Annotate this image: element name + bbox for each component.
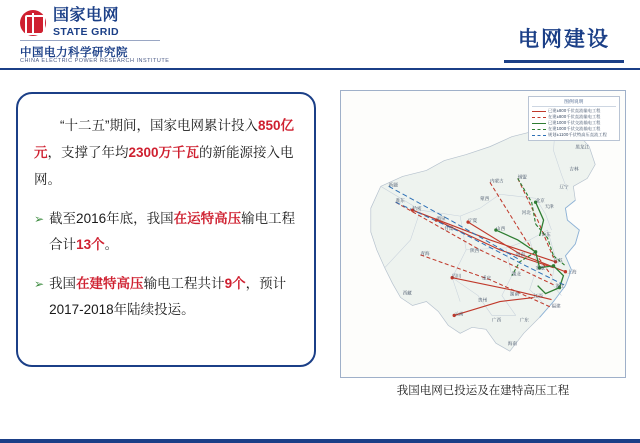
- map-place-label: 北京: [535, 199, 545, 205]
- arrow-bullet-icon: ➢: [34, 277, 45, 291]
- footer-accent-bar: [0, 439, 640, 443]
- map-place-label: 山东: [541, 232, 551, 238]
- legend-line-swatch: [532, 111, 546, 112]
- text-callout-card: [16, 92, 316, 367]
- map-place-label: 甘肃: [444, 227, 454, 233]
- bullet1-highlight-2: 13个: [76, 237, 105, 252]
- brand-logo-text: [53, 8, 119, 38]
- intro-highlight-1: 850亿元: [34, 118, 295, 160]
- map-place-label: 锡盟: [517, 175, 527, 181]
- map-place-label: 山西: [495, 227, 506, 233]
- map-place-label: 河南: [515, 252, 525, 258]
- legend-line-swatch: [532, 117, 546, 118]
- map-place-label: 辽宁: [559, 185, 569, 191]
- institute-name-cn: 中国电力科学研究院: [20, 47, 128, 59]
- list-item: [34, 206, 300, 258]
- map-place-label: 准东: [395, 199, 405, 205]
- map-place-label: 贵州: [478, 298, 488, 304]
- bullet2-highlight-2: 9个: [224, 276, 246, 291]
- map-place-label: 湖南: [509, 292, 519, 298]
- bullet1-seg-2: 输电工程合计: [49, 211, 296, 252]
- map-place-label: 福建: [551, 304, 561, 310]
- legend-item-label: 在建1000千伏交流输电工程: [548, 126, 601, 131]
- map-place-label: 陕西: [470, 248, 480, 254]
- map-place-label: 湖北: [511, 272, 521, 278]
- institute-name-en: CHINA ELECTRIC POWER RESEARCH INSTITUTE: [20, 58, 170, 64]
- legend-line-swatch: [532, 123, 546, 124]
- slide-header: [0, 0, 640, 68]
- map-place-label: 四川: [452, 274, 462, 280]
- map-place-label: 重庆: [482, 276, 492, 282]
- map-legend-title: 图例说明: [532, 99, 616, 107]
- map-place-label: 青海: [420, 251, 430, 257]
- map-place-label: 江苏: [553, 258, 563, 264]
- arrow-bullet-icon: ➢: [34, 212, 45, 226]
- map-place-label: 江西: [533, 294, 543, 300]
- china-grid-map: [340, 90, 626, 378]
- map-place-label: 哈密: [412, 207, 422, 213]
- intro-seg-3: 的新能源接入电网。: [34, 145, 294, 187]
- map-place-label: 内蒙古: [489, 179, 504, 185]
- legend-item-label: 已建1000千伏交流输电工程: [548, 120, 601, 125]
- bullet2-seg-2: 输电工程共计: [143, 276, 225, 291]
- intro-seg-1: “十二五”期间，国家电网累计投入: [60, 118, 258, 133]
- page-title-label: 电网建设: [518, 28, 610, 51]
- brand-name-en: STATE GRID: [53, 26, 120, 38]
- slide-body: [0, 70, 640, 443]
- legend-item-label: 规划±1100千伏特高压直流工程: [548, 132, 607, 137]
- bullet1-highlight-1: 在运特高压: [173, 211, 242, 226]
- bullet2-seg-1: 我国: [49, 276, 77, 291]
- map-place-label: 吉林: [569, 167, 579, 173]
- intro-seg-2: ，支撑了年均: [47, 145, 129, 160]
- map-legend-rows: [532, 108, 616, 138]
- map-place-label: 宁夏: [468, 219, 478, 225]
- bullet-text-2: [49, 271, 300, 323]
- map-place-label: 新疆: [388, 183, 398, 189]
- bullet2-seg-3: ，预计2017-2018年陆续投运。: [49, 276, 287, 317]
- map-place-label: 蒙西: [480, 197, 490, 203]
- map-legend: [528, 96, 620, 141]
- map-place-label: 云南: [454, 312, 464, 318]
- map-place-label: 海南: [507, 342, 517, 348]
- map-place-label: 上海: [567, 270, 577, 276]
- map-place-label: 河北: [521, 211, 531, 217]
- intro-paragraph: [34, 112, 300, 193]
- bullet-text-1: [49, 206, 300, 258]
- map-place-label: 安徽: [535, 266, 545, 272]
- map-place-label: 西藏: [402, 291, 412, 297]
- figure-caption: 我国电网已投运及在建特高压工程: [396, 385, 570, 397]
- map-place-label: 浙江: [555, 284, 565, 290]
- map-legend-item: [532, 132, 616, 138]
- brand-name-cn: 国家电网: [53, 7, 120, 24]
- map-place-label: 酒泉: [436, 217, 446, 223]
- intro-highlight-2: 2300万千瓦: [128, 145, 200, 160]
- header-divider-line: [20, 40, 160, 41]
- state-grid-logo-icon: [20, 10, 46, 36]
- map-place-label: 广东: [519, 318, 529, 324]
- map-place-label: 广西: [491, 318, 502, 324]
- brand-logo: [20, 8, 119, 38]
- legend-line-swatch: [532, 135, 546, 136]
- legend-item-label: 已建±800千伏直流输电工程: [548, 108, 601, 113]
- legend-item-label: 在建±800千伏直流输电工程: [548, 114, 601, 119]
- bullet2-highlight-1: 在建特高压: [76, 276, 144, 291]
- legend-line-swatch: [532, 129, 546, 130]
- bullet1-seg-3: 。: [104, 237, 119, 252]
- map-place-label: 天津: [544, 205, 554, 211]
- bullet1-seg-1: 截至2016年底，我国: [49, 211, 174, 226]
- page-title: [504, 18, 624, 63]
- list-item: [34, 271, 300, 323]
- map-place-label: 黑龙江: [575, 145, 589, 151]
